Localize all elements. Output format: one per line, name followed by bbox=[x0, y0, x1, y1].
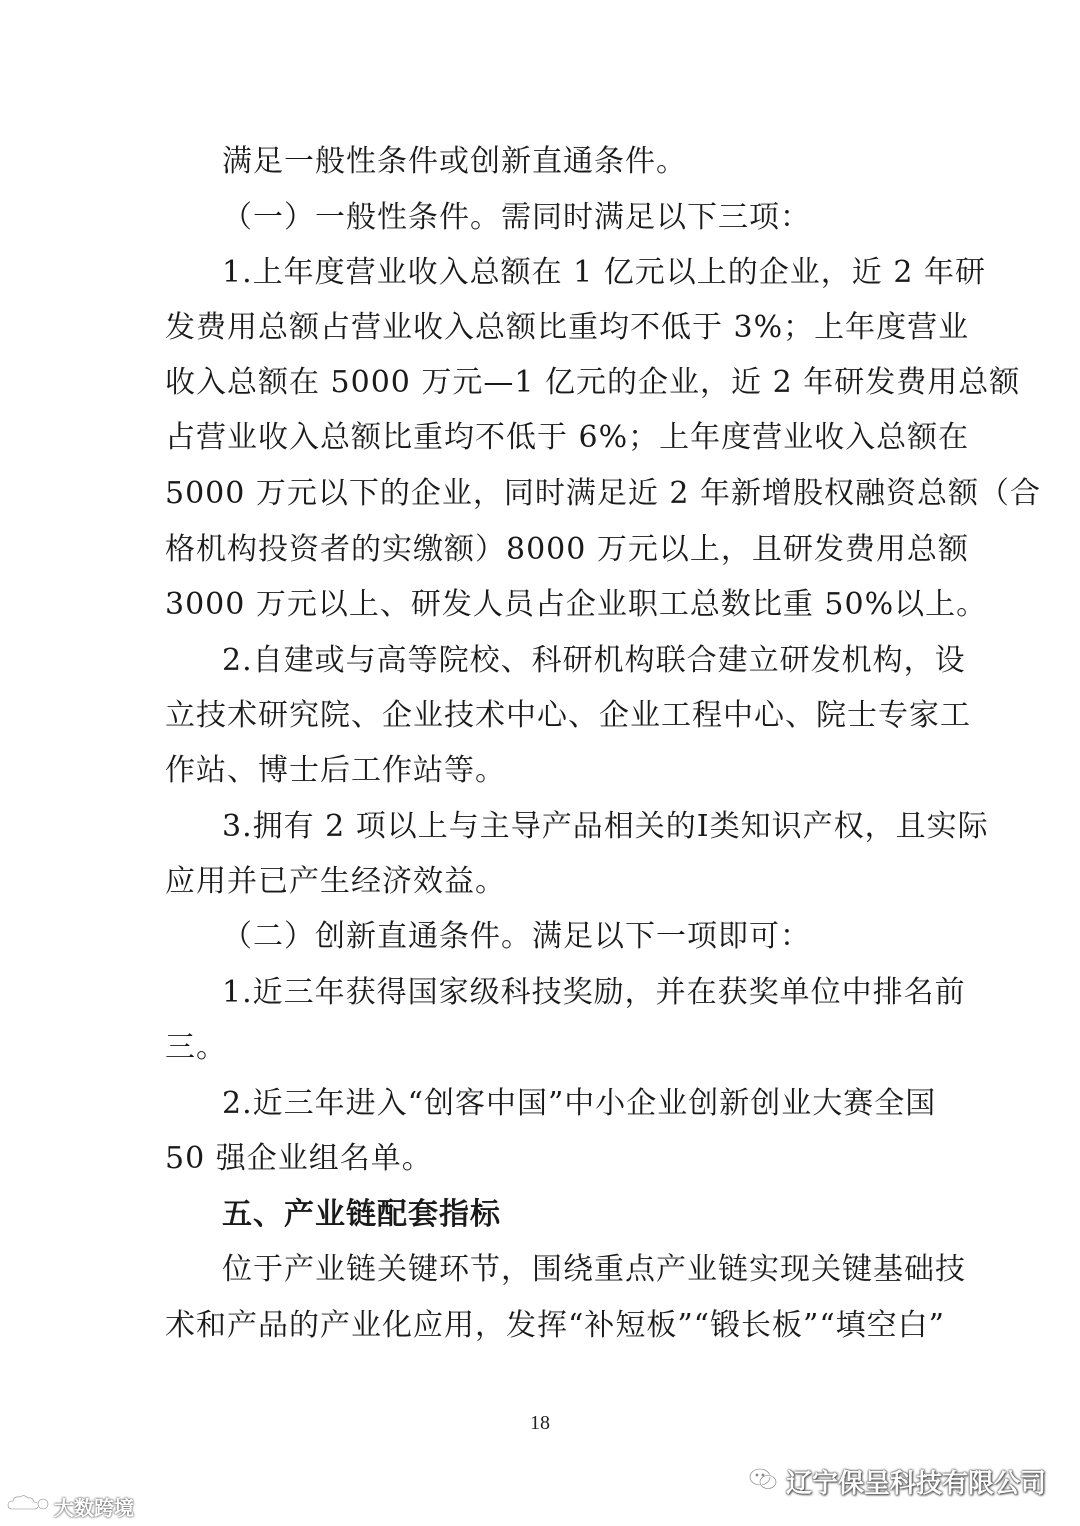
page-number: 18 bbox=[530, 1412, 550, 1434]
section-heading: （一）一般性条件。需同时满足以下三项： bbox=[222, 200, 811, 235]
text-line: 格机构投资者的实缴额）8000 万元以上，且研发费用总额 bbox=[165, 532, 969, 567]
text-line: 三。 bbox=[165, 1030, 227, 1065]
text-line: 3.拥有 2 项以上与主导产品相关的I类知识产权，且实际 bbox=[222, 809, 989, 844]
cloud-logo-icon bbox=[6, 1493, 50, 1519]
text-line: 发费用总额占营业收入总额比重均不低于 3%；上年度营业 bbox=[165, 310, 970, 345]
text-line: 位于产业链关键环节，围绕重点产业链实现关键基础技 bbox=[222, 1252, 966, 1287]
text-line: 满足一般性条件或创新直通条件。 bbox=[222, 144, 687, 179]
text-line: 1.上年度营业收入总额在 1 亿元以上的企业，近 2 年研 bbox=[222, 255, 986, 290]
text-line: 占营业收入总额比重均不低于 6%；上年度营业收入总额在 bbox=[165, 420, 970, 455]
text-line: 作站、博士后工作站等。 bbox=[165, 753, 506, 788]
wechat-icon bbox=[748, 1466, 778, 1496]
chapter-heading: 五、产业链配套指标 bbox=[222, 1197, 501, 1232]
text-line: 1.近三年获得国家级科技奖励，并在获奖单位中排名前 bbox=[222, 975, 966, 1010]
text-line: 50 强企业组名单。 bbox=[165, 1141, 433, 1176]
text-line: 2.自建或与高等院校、科研机构联合建立研发机构，设 bbox=[222, 643, 966, 678]
text-line: 3000 万元以上、研发人员占企业职工总数比重 50%以上。 bbox=[165, 587, 988, 622]
watermark-account bbox=[748, 1466, 1046, 1499]
text-line: 术和产品的产业化应用，发挥“补短板”“锻长板”“填空白” bbox=[165, 1308, 946, 1343]
text-line: 应用并已产生经济效益。 bbox=[165, 864, 506, 899]
text-line: 5000 万元以下的企业，同时满足近 2 年新增股权融资总额（合 bbox=[165, 476, 1042, 511]
section-heading: （二）创新直通条件。满足以下一项即可： bbox=[222, 919, 811, 954]
text-line: 2.近三年进入“创客中国”中小企业创新创业大赛全国 bbox=[222, 1086, 937, 1121]
watermark-brand-name: 大数跨境 bbox=[54, 1495, 134, 1520]
text-line: 收入总额在 5000 万元—1 亿元的企业，近 2 年研发费用总额 bbox=[165, 365, 1021, 400]
watermark-account-name: 辽宁保呈科技有限公司 bbox=[785, 1468, 1046, 1499]
text-line: 立技术研究院、企业技术中心、企业工程中心、院士专家工 bbox=[165, 698, 971, 733]
watermark-brand bbox=[6, 1493, 134, 1519]
